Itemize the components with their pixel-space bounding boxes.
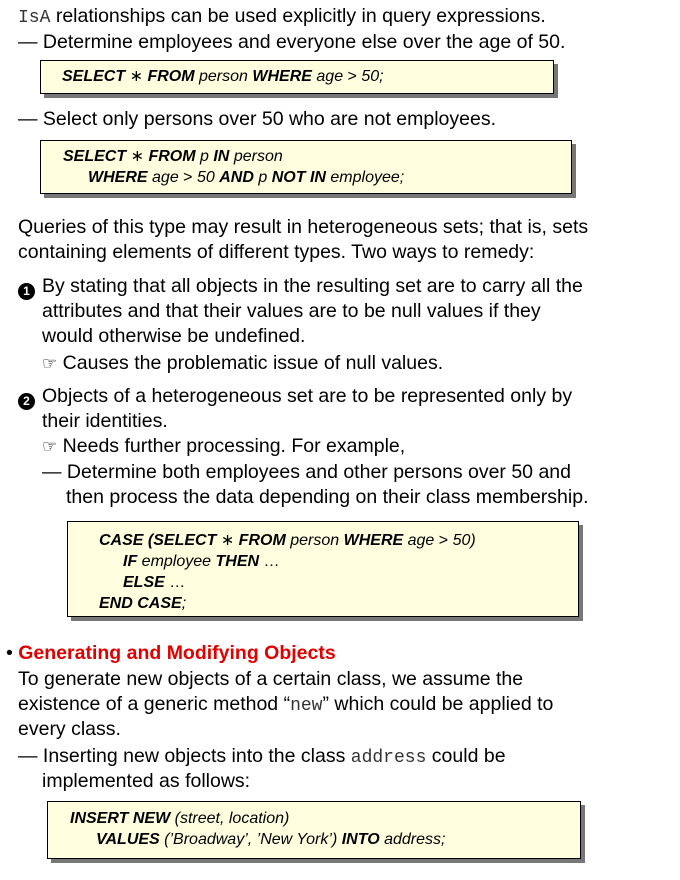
query-line	[99, 594, 186, 615]
keyword: WHERE	[343, 532, 404, 549]
option-text: attributes and that their values are to be null values if they	[42, 300, 541, 322]
keyword: ELSE	[123, 574, 165, 591]
identifier: person	[199, 68, 248, 85]
section-text: every class.	[18, 718, 121, 740]
identifier: person	[233, 148, 283, 165]
note-text: Needs further processing. For example,	[62, 435, 406, 457]
section-text-line	[18, 692, 553, 719]
keyword: WHERE	[88, 169, 148, 186]
operator: ∗	[130, 148, 144, 165]
identifier: employee	[141, 553, 212, 570]
item-determine-employees	[18, 30, 565, 55]
option-1-bullet	[18, 277, 35, 302]
text-part: could be	[426, 745, 506, 767]
identifier: employee;	[330, 169, 405, 186]
identifier: age	[152, 169, 179, 186]
keyword: INSERT	[70, 810, 129, 827]
ellipsis: …	[169, 574, 186, 591]
identifier: (street, location)	[174, 810, 290, 827]
paragraph-line: containing elements of different types. Two ways to remedy:	[18, 241, 535, 263]
pointing-hand-icon: ☞	[42, 437, 58, 456]
number-2-icon: 2	[18, 393, 35, 410]
option-text: would otherwise be undefined.	[42, 325, 306, 347]
query-line	[123, 552, 280, 573]
keyword: INTO	[341, 831, 380, 848]
dash-icon: —	[42, 461, 62, 483]
dash-icon: —	[18, 108, 38, 130]
keyword: END	[99, 595, 133, 612]
dash-icon: —	[18, 31, 38, 53]
ellipsis: …	[263, 553, 280, 570]
dash-icon: —	[18, 745, 38, 767]
new-code: new	[290, 696, 323, 716]
identifier: (’Broadway’, ’New York’)	[164, 831, 338, 848]
item-select-persons	[18, 107, 496, 132]
semicolon: ;	[181, 595, 187, 612]
identifier: person	[290, 532, 340, 549]
option-text: Objects of a heterogeneous set are to be represented only by	[42, 385, 573, 407]
keyword: WHERE	[252, 68, 312, 85]
address-code: address	[350, 748, 427, 768]
keyword: IN	[213, 148, 230, 165]
operator: >	[438, 532, 449, 549]
item-text: Determine employees and everyone else over the age of 50.	[42, 31, 566, 53]
operator: >	[347, 68, 357, 85]
section-text: To generate new objects of a certain class, we assume the	[18, 668, 524, 690]
keyword: SELECT	[62, 68, 126, 85]
keyword: IN	[309, 169, 326, 186]
sub-item-text: Determine both employees and other persons over 50 and	[66, 461, 571, 483]
sub-item-text: then process the data depending on their class membership.	[66, 486, 589, 508]
query-line	[96, 830, 445, 851]
value: 50	[196, 169, 215, 186]
query-box-2	[40, 140, 572, 194]
bullet-icon: •	[6, 642, 13, 664]
option-text: By stating that all objects in the resulting set are to carry all the	[42, 275, 583, 297]
keyword: CASE	[99, 532, 144, 549]
intro-text: relationships can be used explicitly in query expressions.	[50, 5, 546, 27]
keyword: (SELECT	[147, 532, 217, 549]
section-sub-item	[18, 744, 506, 771]
query-line	[70, 809, 289, 830]
value: 50;	[361, 68, 384, 85]
text-part: ” which could be applied to	[322, 693, 554, 715]
query-box-4	[47, 801, 581, 859]
section-heading	[6, 641, 336, 666]
section-title: Generating and Modifying Objects	[18, 642, 336, 664]
intro-line	[18, 4, 546, 31]
query-box-1	[40, 60, 554, 94]
value: 50)	[452, 532, 476, 549]
isa-code: IsA	[18, 8, 51, 28]
identifier: age	[407, 532, 435, 549]
keyword: FROM	[147, 68, 195, 85]
keyword: THEN	[215, 553, 260, 570]
identifier: address;	[384, 831, 446, 848]
item-text: Select only persons over 50 who are not employees.	[42, 108, 497, 130]
query-line	[99, 531, 476, 552]
query-line	[63, 147, 283, 168]
operator: ∗	[129, 68, 143, 85]
keyword: SELECT	[63, 148, 127, 165]
number-1-icon: 1	[18, 283, 35, 300]
text-part: existence of a generic method “	[18, 693, 291, 715]
option-note	[42, 351, 443, 376]
text-part: Inserting new objects into the class	[42, 745, 351, 767]
query-box-3	[67, 521, 579, 617]
keyword: FROM	[148, 148, 196, 165]
keyword: FROM	[238, 532, 286, 549]
keyword: CASE	[137, 595, 182, 612]
sub-item	[42, 460, 571, 485]
option-text: their identities.	[42, 410, 168, 432]
section-text: implemented as follows:	[42, 770, 251, 792]
operator: ∗	[220, 532, 235, 549]
operator: >	[183, 169, 193, 186]
query-line	[88, 168, 404, 189]
identifier: p	[200, 148, 209, 165]
option-2-bullet	[18, 387, 35, 412]
paragraph-line: Queries of this type may result in heterogeneous sets; that is, sets	[18, 216, 589, 238]
query-line	[62, 67, 384, 88]
keyword: IF	[123, 553, 138, 570]
pointing-hand-icon: ☞	[42, 354, 58, 373]
keyword: NEW	[132, 810, 171, 827]
keyword: VALUES	[96, 831, 160, 848]
identifier: p	[258, 169, 268, 186]
keyword: NOT	[271, 169, 306, 186]
note-text: Causes the problematic issue of null values.	[62, 352, 444, 374]
keyword: AND	[219, 169, 254, 186]
option-note	[42, 434, 405, 459]
identifier: age	[316, 68, 344, 85]
query-line	[123, 573, 185, 594]
